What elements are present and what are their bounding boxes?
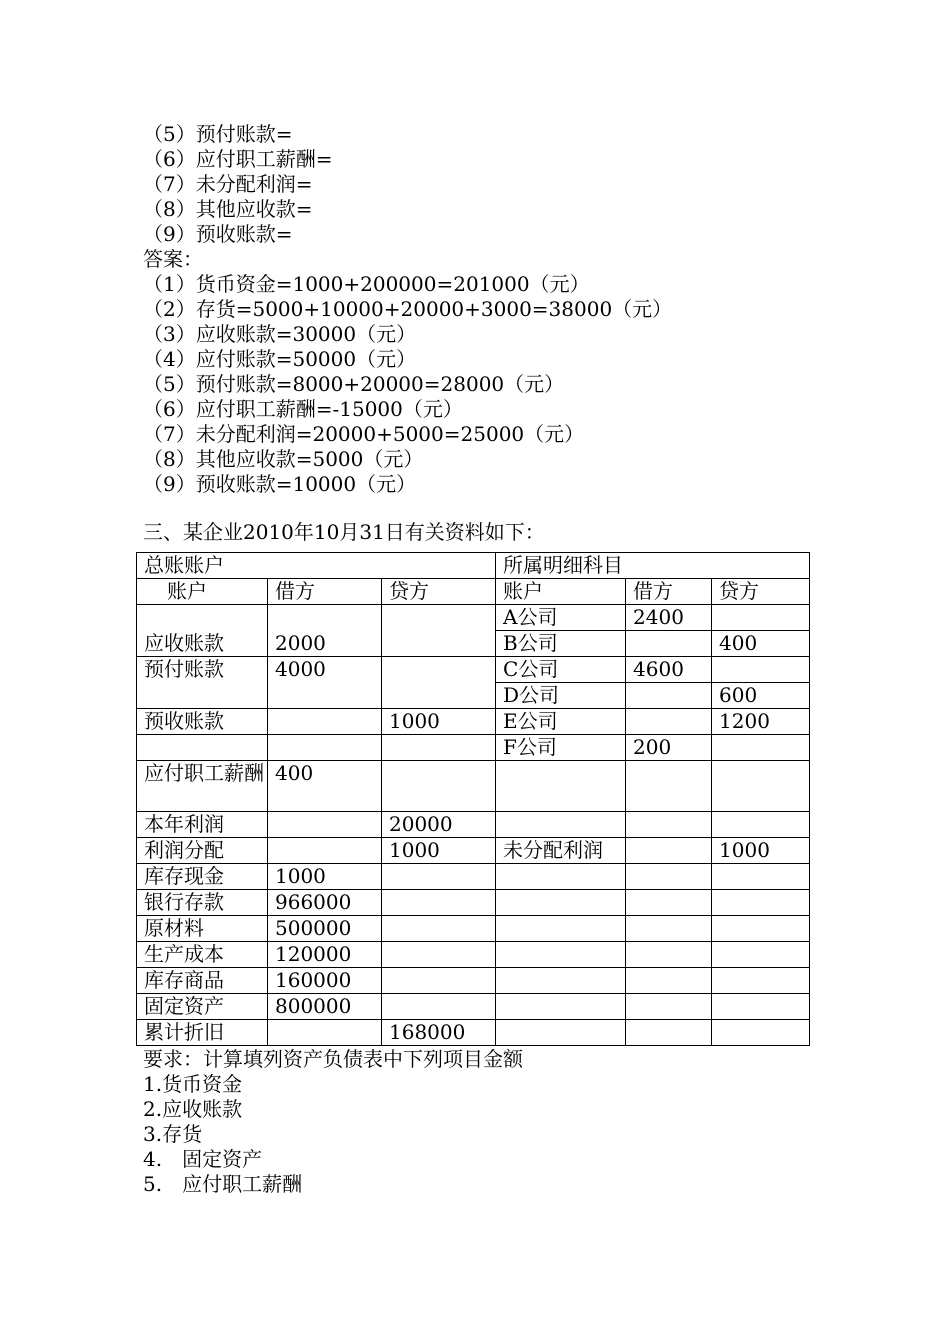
- detail-credit: [712, 812, 810, 838]
- question-list: [143, 122, 823, 247]
- table-row: [137, 709, 810, 735]
- detail-name: [496, 864, 626, 890]
- section-title: 三、某企业2010年10月31日有关资料如下：: [143, 520, 545, 544]
- answer-line: （5）预付账款=8000+20000=28000（元）: [143, 372, 565, 396]
- credit-cell: [382, 890, 496, 916]
- detail-name: [496, 942, 626, 968]
- detail-name: [496, 812, 626, 838]
- debit-cell: 160000: [268, 968, 382, 994]
- account-name: 应收账款: [137, 605, 268, 657]
- credit-cell: 168000: [382, 1020, 496, 1046]
- question-line: （7）未分配利润=: [143, 172, 313, 196]
- requirement-items: [143, 1072, 823, 1197]
- detail-credit: [712, 942, 810, 968]
- credit-cell: 20000: [382, 812, 496, 838]
- detail-credit: 1000: [712, 838, 810, 864]
- detail-name: D公司: [496, 683, 626, 709]
- credit-cell: [382, 968, 496, 994]
- detail-credit: [712, 761, 810, 812]
- detail-name: [496, 968, 626, 994]
- detail-credit: 1200: [712, 709, 810, 735]
- debit-cell: 1000: [268, 864, 382, 890]
- question-line: （9）预收账款=: [143, 222, 293, 246]
- answer-line: （6）应付职工薪酬=-15000（元）: [143, 397, 463, 421]
- requirement-item: 3.存货: [143, 1122, 203, 1146]
- detail-debit: 200: [626, 735, 712, 761]
- table-row: [137, 864, 810, 890]
- simple-rows: [137, 864, 810, 1046]
- account-name: 库存现金: [137, 864, 268, 890]
- detail-debit: [626, 942, 712, 968]
- detail-credit: 400: [712, 631, 810, 657]
- table-row: [137, 735, 810, 761]
- question-line: （8）其他应收款=: [143, 197, 313, 221]
- table-row: [137, 812, 810, 838]
- question-line: （6）应付职工薪酬=: [143, 147, 333, 171]
- col-detail-credit: 贷方: [712, 579, 810, 605]
- answer-line: （3）应收账款=30000（元）: [143, 322, 417, 346]
- detail-name: [496, 1020, 626, 1046]
- credit-cell: [382, 735, 496, 761]
- table-row: [137, 942, 810, 968]
- account-name: 固定资产: [137, 994, 268, 1020]
- credit-cell: [382, 942, 496, 968]
- question-line: （5）预付账款=: [143, 122, 293, 146]
- detail-name: [496, 761, 626, 812]
- detail-name: B公司: [496, 631, 626, 657]
- debit-cell: [268, 812, 382, 838]
- detail-name: [496, 890, 626, 916]
- detail-credit: [712, 916, 810, 942]
- detail-debit: [626, 864, 712, 890]
- detail-debit: [626, 812, 712, 838]
- credit-cell: [382, 657, 496, 709]
- col-detail-account: 账户: [496, 579, 626, 605]
- ledger-table: [136, 552, 810, 1046]
- detail-credit: [712, 605, 810, 631]
- debit-cell: 966000: [268, 890, 382, 916]
- account-name: 库存商品: [137, 968, 268, 994]
- debit-cell: 4000: [268, 657, 382, 709]
- credit-cell: 1000: [382, 709, 496, 735]
- account-name: 原材料: [137, 916, 268, 942]
- table-group-header-row: [137, 553, 810, 579]
- account-name: 预付账款: [137, 657, 268, 709]
- document-body: [143, 122, 823, 1197]
- detail-credit: [712, 657, 810, 683]
- account-name: 银行存款: [137, 890, 268, 916]
- debit-cell: 500000: [268, 916, 382, 942]
- table-row: [137, 657, 810, 683]
- detail-debit: 2400: [626, 605, 712, 631]
- answer-line: （8）其他应收款=5000（元）: [143, 447, 424, 471]
- answer-line: （1）货币资金=1000+200000=201000（元）: [143, 272, 590, 296]
- debit-cell: [268, 735, 382, 761]
- requirement-text: 要求：计算填列资产负债表中下列项目金额: [143, 1047, 523, 1071]
- credit-cell: [382, 761, 496, 812]
- table-row: [137, 916, 810, 942]
- requirement-item: 1.货币资金: [143, 1072, 243, 1096]
- table-row: [137, 968, 810, 994]
- detail-credit: [712, 890, 810, 916]
- detail-credit: [712, 864, 810, 890]
- detail-debit: [626, 683, 712, 709]
- detail-name: C公司: [496, 657, 626, 683]
- general-ledger-header: 总账账户: [137, 553, 496, 579]
- table-row: [137, 994, 810, 1020]
- credit-cell: 1000: [382, 838, 496, 864]
- detail-name: F公司: [496, 735, 626, 761]
- table-row: [137, 761, 810, 812]
- detail-debit: [626, 1020, 712, 1046]
- debit-cell: 2000: [268, 605, 382, 657]
- requirement-item: 5. 应付职工薪酬: [143, 1172, 303, 1196]
- debit-cell: 400: [268, 761, 382, 812]
- account-name: [137, 735, 268, 761]
- requirement-item: 2.应收账款: [143, 1097, 243, 1121]
- detail-credit: [712, 1020, 810, 1046]
- detail-debit: [626, 968, 712, 994]
- col-credit: 贷方: [382, 579, 496, 605]
- detail-credit: [712, 735, 810, 761]
- debit-cell: 800000: [268, 994, 382, 1020]
- detail-credit: 600: [712, 683, 810, 709]
- answer-line: （7）未分配利润=20000+5000=25000（元）: [143, 422, 585, 446]
- detail-debit: [626, 761, 712, 812]
- col-debit: 借方: [268, 579, 382, 605]
- table-row: [137, 838, 810, 864]
- detail-name: A公司: [496, 605, 626, 631]
- detail-credit: [712, 968, 810, 994]
- detail-debit: [626, 994, 712, 1020]
- answer-label: 答案：: [143, 247, 203, 271]
- detail-debit: [626, 838, 712, 864]
- col-detail-debit: 借方: [626, 579, 712, 605]
- debit-cell: [268, 1020, 382, 1046]
- account-name: 生产成本: [137, 942, 268, 968]
- account-name: 预收账款: [137, 709, 268, 735]
- detail-debit: [626, 631, 712, 657]
- account-name: 本年利润: [137, 812, 268, 838]
- answer-line: （9）预收账款=10000（元）: [143, 472, 417, 496]
- detail-name: E公司: [496, 709, 626, 735]
- credit-cell: [382, 605, 496, 657]
- account-name: 累计折旧: [137, 1020, 268, 1046]
- detail-debit: [626, 709, 712, 735]
- detail-debit: [626, 890, 712, 916]
- debit-cell: [268, 838, 382, 864]
- account-name: 利润分配: [137, 838, 268, 864]
- debit-cell: [268, 709, 382, 735]
- table-column-header-row: [137, 579, 810, 605]
- credit-cell: [382, 916, 496, 942]
- detail-credit: [712, 994, 810, 1020]
- credit-cell: [382, 994, 496, 1020]
- debit-cell: 120000: [268, 942, 382, 968]
- detail-name: [496, 994, 626, 1020]
- requirement-item: 4. 固定资产: [143, 1147, 263, 1171]
- answer-list: [143, 272, 823, 497]
- answer-line: （2）存货=5000+10000+20000+3000=38000（元）: [143, 297, 673, 321]
- table-row: [137, 1020, 810, 1046]
- detail-debit: 4600: [626, 657, 712, 683]
- detail-name: [496, 916, 626, 942]
- account-name: 应付职工薪酬: [137, 761, 268, 812]
- detail-debit: [626, 916, 712, 942]
- detail-name: 未分配利润: [496, 838, 626, 864]
- credit-cell: [382, 864, 496, 890]
- detail-ledger-header: 所属明细科目: [496, 553, 810, 579]
- table-row: [137, 890, 810, 916]
- answer-line: （4）应付账款=50000（元）: [143, 347, 417, 371]
- col-account: 账户: [137, 579, 268, 605]
- table-row: [137, 605, 810, 631]
